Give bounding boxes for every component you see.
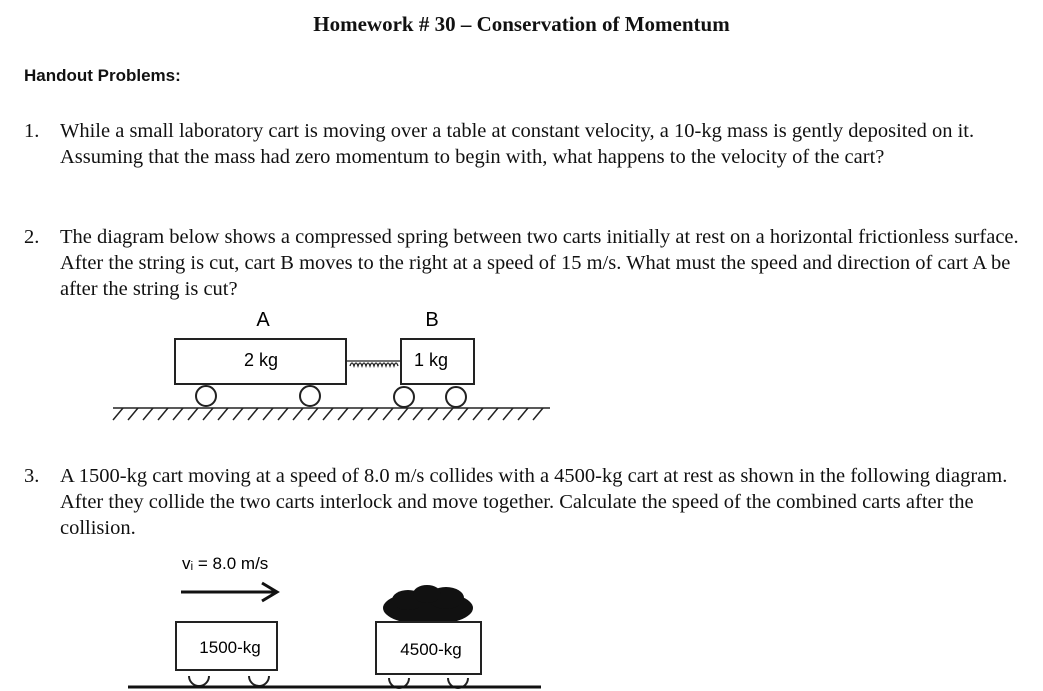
load-icon (383, 585, 473, 625)
velocity-label: vᵢ = 8.0 m/s (182, 554, 269, 573)
spring-carts-diagram (113, 309, 550, 420)
page-title: Homework # 30 – Conservation of Momentum (313, 12, 730, 36)
cart-a-label: A (256, 309, 270, 331)
cart-1500-mass: 1500-kg (199, 638, 261, 657)
problem-number: 1. (24, 120, 40, 142)
cart-b-label: B (425, 309, 439, 331)
ground-surface (113, 408, 550, 420)
collision-diagram (128, 554, 541, 688)
problem-number: 2. (24, 226, 40, 248)
section-heading: Handout Problems: (24, 66, 181, 85)
problem-text: A 1500-kg cart moving at a speed of 8.0 m/s collides with a 4500-kg cart at rest as shown in the following diagram. After they collide the two carts interlock and move together. Calculate the speed of the combined carts after the collision. (60, 465, 1008, 539)
cart-4500-mass: 4500-kg (400, 640, 462, 659)
problem-text: While a small laboratory cart is moving over a table at constant velocity, a 10-kg mass is gently deposited on it. Assuming that the mass had zero momentum to begin with, what happens to the velocity of the cart? (60, 120, 975, 168)
cart-b-mass: 1 kg (413, 350, 449, 370)
spring (346, 361, 401, 366)
velocity-arrow-icon (181, 583, 277, 601)
cart-a-mass: 2 kg (243, 350, 279, 370)
problem-number: 3. (24, 465, 40, 487)
problem-text: The diagram below shows a compressed spring between two carts initially at rest on a horizontal frictionless surface. After the string is cut, cart B moves to the right at a speed of 15 m/s. What must the speed and direction of cart A be after the string is cut? (60, 226, 1019, 300)
wheels (196, 386, 466, 407)
